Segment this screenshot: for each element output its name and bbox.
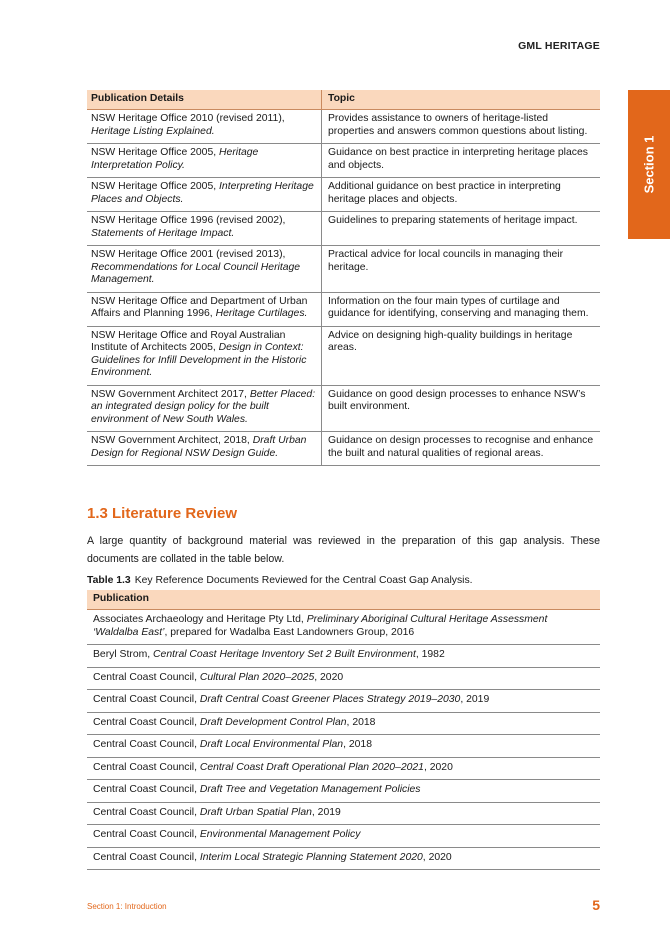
column-header-publication-details: Publication Details <box>87 90 322 110</box>
publication-title: Interpreting Heritage Places and Objects. <box>91 181 314 205</box>
publication-title: Draft Urban Design for Regional NSW Design Guide. <box>91 435 307 459</box>
reference-author: Central Coast Council, <box>93 761 200 773</box>
publication-author: NSW Heritage Office and Royal Australian Institute of Architects 2005, <box>91 329 286 353</box>
publication-cell <box>87 144 322 178</box>
publication-cell <box>87 212 322 246</box>
page-number: 5 <box>592 897 600 913</box>
publication-title: Heritage Listing Explained. <box>91 125 215 137</box>
publication-author: NSW Government Architect 2017, <box>91 388 250 400</box>
reference-cell <box>87 825 600 848</box>
reference-author: Central Coast Council, <box>93 784 200 795</box>
table-row <box>87 178 600 212</box>
reference-title: Central Coast Heritage Inventory Set 2 Built Environment <box>153 649 416 660</box>
publication-title: Heritage Curtilages. <box>215 308 308 319</box>
topic-cell: Additional guidance on best practice in interpreting heritage places and objects. <box>322 178 601 212</box>
reference-suffix: , 2019 <box>311 806 341 818</box>
table-row <box>87 144 600 178</box>
table-row <box>87 110 600 144</box>
publication-cell <box>87 432 322 466</box>
reference-author: Beryl Strom, <box>93 649 154 660</box>
reference-cell <box>87 757 600 780</box>
publication-author: NSW Heritage Office 2005, <box>91 181 220 192</box>
running-header: GML HERITAGE <box>518 40 600 52</box>
reference-author: Central Coast Council, <box>93 671 200 683</box>
reference-author: Central Coast Council, <box>93 694 200 705</box>
publication-author: NSW Government Architect, 2018, <box>91 435 253 446</box>
reference-cell <box>87 802 600 825</box>
topic-cell: Information on the four main types of curtilage and guidance for identifying, conserving and managing them. <box>322 292 601 326</box>
column-header-topic: Topic <box>322 90 601 110</box>
reference-title: Draft Local Environmental Plan <box>199 739 344 750</box>
reference-cell <box>87 780 600 803</box>
reference-title: Interim Local Strategic Planning Statement 2020 <box>199 851 423 863</box>
publications-table <box>87 90 600 466</box>
table-row <box>87 246 600 293</box>
reference-cell <box>87 712 600 735</box>
reference-suffix: , 2020 <box>423 761 453 773</box>
publication-author: NSW Heritage Office 2005, <box>91 147 220 158</box>
table-row <box>87 432 600 466</box>
topic-cell: Provides assistance to owners of heritage-listed properties and answers common questions about listing. <box>322 110 601 144</box>
publication-cell <box>87 178 322 212</box>
table-row <box>87 645 600 668</box>
topic-cell: Guidelines to preparing statements of heritage impact. <box>322 212 601 246</box>
publication-cell <box>87 326 322 385</box>
publication-title: Design in Context: Guidelines for Infill Development in the Historic Environment. <box>91 342 307 378</box>
reference-author: Central Coast Council, <box>93 716 200 728</box>
publication-cell <box>87 110 322 144</box>
topic-cell: Advice on designing high-quality buildings in heritage areas. <box>322 326 601 385</box>
table-caption-text: Key Reference Documents Reviewed for the Central Coast Gap Analysis. <box>134 575 473 586</box>
topic-cell: Practical advice for local councils in managing their heritage. <box>322 246 601 293</box>
table-caption-label: Table 1.3 <box>87 575 131 586</box>
table-row <box>87 735 600 758</box>
table-row <box>87 385 600 432</box>
table-row <box>87 690 600 713</box>
section-title: 1.3 Literature Review <box>87 505 238 522</box>
reference-documents-table <box>87 590 600 870</box>
table-row <box>87 667 600 690</box>
reference-suffix: , 2018 <box>343 739 372 750</box>
column-header-publication: Publication <box>87 590 600 610</box>
table-row <box>87 802 600 825</box>
publication-cell <box>87 385 322 432</box>
reference-suffix: , 1982 <box>415 649 445 660</box>
reference-title: Central Coast Draft Operational Plan 2020–2021 <box>199 761 424 773</box>
reference-title: Environmental Management Policy <box>199 829 361 840</box>
table-row <box>87 212 600 246</box>
reference-suffix: , 2018 <box>346 716 376 728</box>
topic-cell: Guidance on design processes to recognise and enhance the built and natural qualities of regional areas. <box>322 432 601 466</box>
publication-title: Heritage Interpretation Policy. <box>91 147 259 171</box>
table-header-row <box>87 90 600 110</box>
reference-title: Draft Tree and Vegetation Management Policies <box>199 784 421 795</box>
reference-author: Central Coast Council, <box>93 829 200 840</box>
reference-cell <box>87 645 600 668</box>
section-paragraph: A large quantity of background material was reviewed in the preparation of this gap analysis. These documents are collated in the table below. <box>87 535 600 565</box>
table-row <box>87 825 600 848</box>
topic-cell: Guidance on good design processes to enhance NSW’s built environment. <box>322 385 601 432</box>
table-row <box>87 780 600 803</box>
section-side-tab <box>628 90 670 239</box>
table-header-row <box>87 590 600 610</box>
reference-suffix: , 2020 <box>422 851 452 863</box>
reference-author: Central Coast Council, <box>93 806 200 818</box>
reference-author: Central Coast Council, <box>93 739 200 750</box>
publication-author: NSW Heritage Office 1996 (revised 2002), <box>91 215 286 226</box>
topic-cell: Guidance on best practice in interpreting heritage places and objects. <box>322 144 601 178</box>
table-caption <box>87 575 473 586</box>
publication-cell <box>87 292 322 326</box>
publication-title: Better Placed: an integrated design policy for the built environment of New South Wales. <box>91 388 316 425</box>
reference-cell <box>87 690 600 713</box>
reference-author: Associates Archaeology and Heritage Pty Ltd, <box>93 614 307 625</box>
reference-suffix: , prepared for Wadalba East Landowners Group, 2016 <box>164 626 415 638</box>
reference-cell <box>87 735 600 758</box>
publication-cell <box>87 246 322 293</box>
publication-author: NSW Heritage Office and Department of Urban Affairs and Planning 1996, <box>91 295 308 319</box>
footer-section-label: Section 1: Introduction <box>87 902 167 911</box>
reference-title: Preliminary Aboriginal Cultural Heritage Assessment ‘Waldalba East’ <box>93 614 548 638</box>
reference-cell <box>87 667 600 690</box>
table-row <box>87 757 600 780</box>
publication-title: Recommendations for Local Council Heritage Management. <box>91 261 301 285</box>
reference-suffix: , 2020 <box>314 671 344 683</box>
reference-cell <box>87 610 600 645</box>
section-side-tab-label: Section 1 <box>641 135 657 194</box>
reference-suffix: , 2019 <box>460 694 490 705</box>
reference-title: Draft Central Coast Greener Places Strategy 2019–2030 <box>199 694 461 705</box>
table-row <box>87 712 600 735</box>
reference-author: Central Coast Council, <box>93 851 200 863</box>
reference-title: Cultural Plan 2020–2025 <box>199 671 315 683</box>
table-row <box>87 292 600 326</box>
reference-title: Draft Development Control Plan <box>199 716 347 728</box>
reference-title: Draft Urban Spatial Plan <box>199 806 312 818</box>
publication-author: NSW Heritage Office 2001 (revised 2013), <box>91 249 286 260</box>
publication-title: Statements of Heritage Impact. <box>91 227 235 239</box>
publication-author: NSW Heritage Office 2010 (revised 2011), <box>91 113 285 124</box>
table-row <box>87 610 600 645</box>
table-row <box>87 326 600 385</box>
table-row <box>87 847 600 870</box>
reference-cell <box>87 847 600 870</box>
